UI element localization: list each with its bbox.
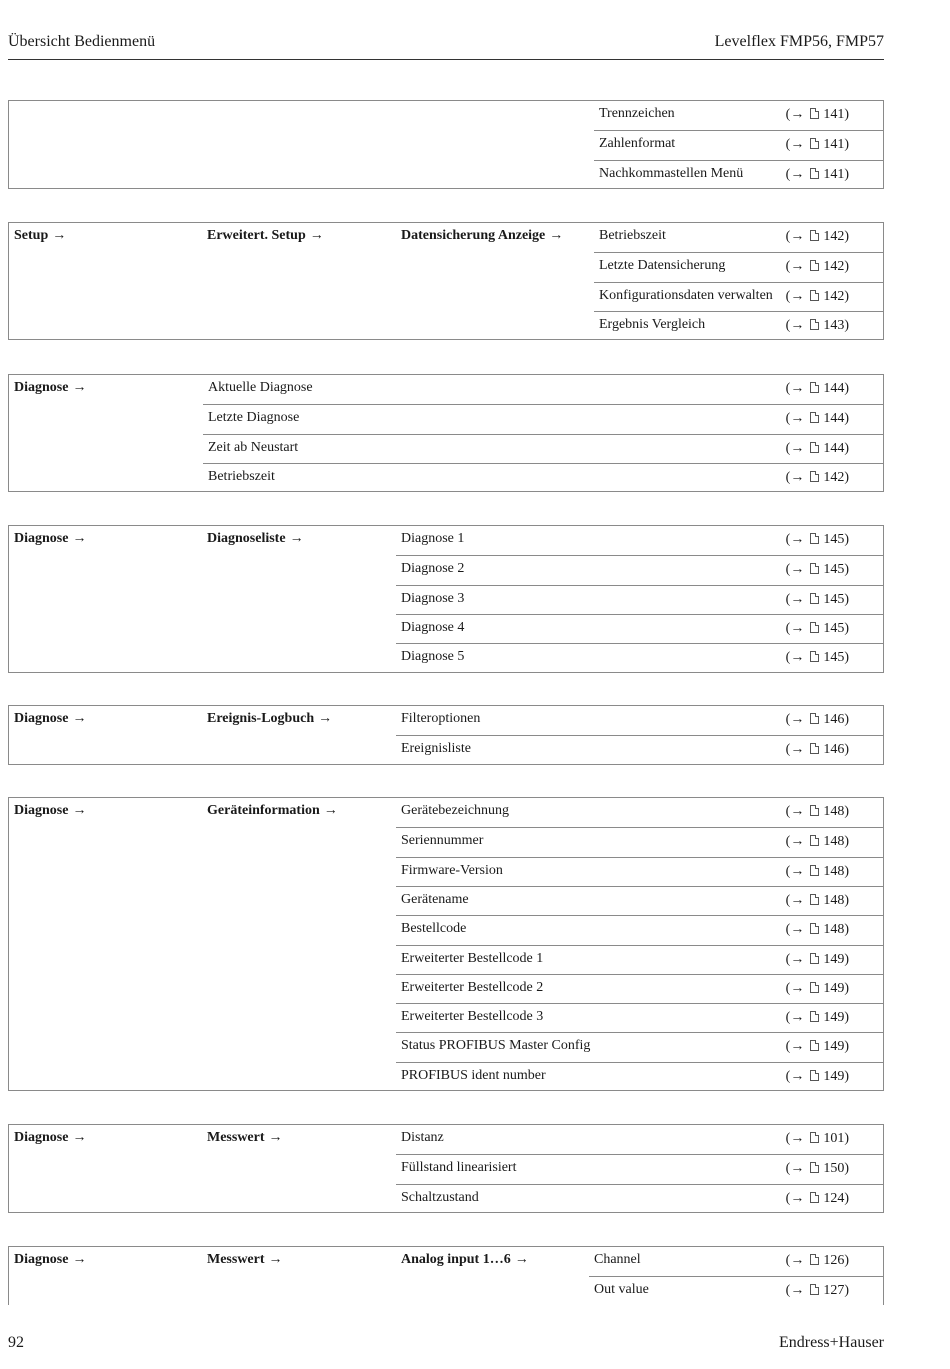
page-reference-number: 145 <box>823 532 845 547</box>
menu-path-label <box>14 1252 86 1268</box>
arrow-right-icon: → <box>323 803 338 818</box>
ref-close: ) <box>844 1283 849 1298</box>
menu-row <box>396 614 883 643</box>
ref-close: ) <box>844 712 849 727</box>
page-reference-icon <box>810 471 819 482</box>
page-reference <box>786 470 849 486</box>
menu-item-label: Erweiterter Bestellcode 3 <box>401 1009 544 1024</box>
ref-arrow: (→ <box>785 441 805 456</box>
ref-close: ) <box>844 1191 849 1206</box>
arrow-right-icon: → <box>289 531 304 546</box>
ref-close: ) <box>844 981 849 996</box>
menu-row <box>396 857 883 886</box>
menu-item-label: Diagnose 1 <box>401 531 465 546</box>
page-reference <box>786 621 849 637</box>
menu-item-label: Betriebszeit <box>208 469 275 484</box>
ref-arrow: (→ <box>785 893 805 908</box>
menu-path-text: Messwert <box>207 1130 265 1145</box>
menu-row <box>396 1032 883 1061</box>
ref-close: ) <box>844 592 849 607</box>
ref-arrow: (→ <box>785 289 805 304</box>
page-reference <box>786 532 849 548</box>
menu-row <box>589 1276 883 1305</box>
arrow-right-icon: → <box>72 711 87 726</box>
menu-row <box>594 160 883 189</box>
ref-close: ) <box>844 259 849 274</box>
page-reference-icon <box>810 743 819 754</box>
page-reference-icon <box>810 923 819 934</box>
menu-row <box>589 1247 883 1276</box>
ref-arrow: (→ <box>785 1010 805 1025</box>
ref-close: ) <box>844 137 849 152</box>
menu-row <box>594 282 883 311</box>
ref-arrow: (→ <box>785 804 805 819</box>
ref-arrow: (→ <box>785 864 805 879</box>
ref-close: ) <box>844 952 849 967</box>
page-reference <box>786 650 849 666</box>
page-reference-number: 148 <box>823 864 845 879</box>
page-reference-number: 148 <box>823 804 845 819</box>
menu-item-label: Betriebszeit <box>599 228 666 243</box>
menu-table <box>8 374 884 492</box>
arrow-right-icon: → <box>514 1252 529 1267</box>
menu-path-label <box>14 228 66 244</box>
ref-close: ) <box>844 411 849 426</box>
menu-table <box>8 1246 884 1305</box>
ref-close: ) <box>844 893 849 908</box>
arrow-right-icon: → <box>72 531 87 546</box>
menu-path-text: Diagnose <box>14 803 69 818</box>
menu-path-label <box>14 711 86 727</box>
menu-path-text: Erweitert. Setup <box>207 228 306 243</box>
page-reference <box>786 107 849 123</box>
ref-close: ) <box>844 318 849 333</box>
page-reference <box>786 804 849 820</box>
ref-arrow: (→ <box>785 137 805 152</box>
ref-arrow: (→ <box>785 834 805 849</box>
page-reference <box>786 922 849 938</box>
menu-item-label: Zahlenformat <box>599 136 676 151</box>
menu-item-label: PROFIBUS ident number <box>401 1068 546 1083</box>
ref-close: ) <box>844 470 849 485</box>
page-reference-icon <box>810 168 819 179</box>
menu-path-label <box>207 531 304 547</box>
menu-row <box>396 1003 883 1032</box>
page-reference-number: 101 <box>823 1131 845 1146</box>
page-reference-icon <box>810 533 819 544</box>
menu-table <box>8 705 884 765</box>
menu-path-label <box>207 1252 283 1268</box>
menu-item-label: Status PROFIBUS Master Config <box>401 1038 591 1053</box>
ref-close: ) <box>844 532 849 547</box>
ref-arrow: (→ <box>785 650 805 665</box>
menu-path-text: Datensicherung Anzeige <box>401 228 546 243</box>
ref-arrow: (→ <box>785 1161 805 1176</box>
page-reference <box>786 289 849 305</box>
menu-table <box>8 525 884 673</box>
menu-path-label <box>14 1130 86 1146</box>
menu-row <box>594 311 883 340</box>
page-reference-number: 146 <box>823 742 845 757</box>
ref-arrow: (→ <box>785 621 805 636</box>
page-reference <box>786 1069 849 1085</box>
menu-path-label <box>401 1252 529 1268</box>
menu-item-label: Ergebnis Vergleich <box>599 317 706 332</box>
page-reference-number: 145 <box>823 562 845 577</box>
page-reference-number: 142 <box>823 229 845 244</box>
section-title: Übersicht Bedienmenü <box>8 33 156 50</box>
menu-row <box>594 223 883 252</box>
page-reference-icon <box>810 835 819 846</box>
page-reference <box>786 981 849 997</box>
arrow-right-icon: → <box>72 803 87 818</box>
ref-close: ) <box>844 441 849 456</box>
menu-row <box>396 827 883 856</box>
page-reference-icon <box>810 412 819 423</box>
ref-close: ) <box>844 107 849 122</box>
page-reference <box>786 712 849 728</box>
page-reference-number: 150 <box>823 1161 845 1176</box>
page-reference-number: 126 <box>823 1253 845 1268</box>
menu-item-label: Out value <box>594 1282 649 1297</box>
menu-row <box>396 1062 883 1091</box>
menu-item-label: Gerätename <box>401 892 469 907</box>
menu-path-text: Analog input 1…6 <box>401 1252 511 1267</box>
menu-path-label <box>14 380 86 396</box>
menu-row <box>203 434 883 463</box>
menu-path-label <box>207 228 324 244</box>
page-reference <box>786 562 849 578</box>
brand-name: Endress+Hauser <box>779 1334 884 1351</box>
ref-arrow: (→ <box>785 712 805 727</box>
arrow-right-icon: → <box>72 380 87 395</box>
menu-item-label: Distanz <box>401 1130 444 1145</box>
ref-arrow: (→ <box>785 318 805 333</box>
ref-arrow: (→ <box>785 1283 805 1298</box>
ref-arrow: (→ <box>785 229 805 244</box>
menu-item-label: Firmware-Version <box>401 863 503 878</box>
menu-row <box>396 915 883 944</box>
page-reference-icon <box>810 1070 819 1081</box>
page-reference <box>786 411 849 427</box>
page-reference <box>786 1010 849 1026</box>
menu-table <box>8 222 884 340</box>
menu-item-label: Erweiterter Bestellcode 1 <box>401 951 544 966</box>
page-reference-icon <box>810 651 819 662</box>
page-reference <box>786 834 849 850</box>
menu-item-label: Seriennummer <box>401 833 484 848</box>
menu-row <box>396 585 883 614</box>
menu-row <box>396 974 883 1003</box>
page-reference-number: 144 <box>823 381 845 396</box>
menu-path-label <box>207 1130 283 1146</box>
ref-close: ) <box>844 864 849 879</box>
page-reference-icon <box>810 230 819 241</box>
menu-path-text: Diagnose <box>14 1130 69 1145</box>
page-reference-number: 141 <box>823 137 845 152</box>
menu-row <box>396 798 883 827</box>
menu-item-label: Diagnose 4 <box>401 620 465 635</box>
menu-path-label <box>207 803 338 819</box>
menu-path-text: Diagnose <box>14 711 69 726</box>
menu-item-label: Zeit ab Neustart <box>208 440 299 455</box>
menu-item-label: Gerätebezeichnung <box>401 803 510 818</box>
menu-row <box>594 252 883 281</box>
menu-item-label: Trennzeichen <box>599 106 675 121</box>
menu-item-label: Schaltzustand <box>401 1190 479 1205</box>
ref-close: ) <box>844 562 849 577</box>
page-reference <box>786 1131 849 1147</box>
ref-arrow: (→ <box>785 1069 805 1084</box>
menu-row <box>396 526 883 555</box>
page-reference-number: 142 <box>823 470 845 485</box>
ref-close: ) <box>844 804 849 819</box>
menu-path-label <box>401 228 563 244</box>
ref-arrow: (→ <box>785 107 805 122</box>
ref-arrow: (→ <box>785 259 805 274</box>
page-reference <box>786 893 849 909</box>
ref-close: ) <box>844 1253 849 1268</box>
page-reference-number: 149 <box>823 1039 845 1054</box>
menu-row <box>396 1125 883 1154</box>
page-reference-icon <box>810 865 819 876</box>
ref-arrow: (→ <box>785 592 805 607</box>
page-reference-icon <box>810 805 819 816</box>
ref-close: ) <box>844 1069 849 1084</box>
page-reference-number: 141 <box>823 167 845 182</box>
page-reference <box>786 137 849 153</box>
page-reference <box>786 1253 849 1269</box>
menu-row <box>396 945 883 974</box>
ref-close: ) <box>844 1161 849 1176</box>
ref-arrow: (→ <box>785 952 805 967</box>
page-reference-number: 145 <box>823 621 845 636</box>
ref-close: ) <box>844 167 849 182</box>
arrow-right-icon: → <box>309 228 324 243</box>
ref-arrow: (→ <box>785 1131 805 1146</box>
page-reference <box>786 1039 849 1055</box>
menu-row <box>203 404 883 433</box>
menu-path-label <box>207 711 332 727</box>
ref-arrow: (→ <box>785 167 805 182</box>
page-reference-number: 127 <box>823 1283 845 1298</box>
menu-path-text: Diagnose <box>14 531 69 546</box>
arrow-right-icon: → <box>318 711 333 726</box>
page-reference-icon <box>810 108 819 119</box>
page-reference-icon <box>810 982 819 993</box>
menu-path-text: Diagnoseliste <box>207 531 286 546</box>
page-reference-icon <box>810 290 819 301</box>
page-reference <box>786 167 849 183</box>
page-reference <box>786 1161 849 1177</box>
ref-arrow: (→ <box>785 1253 805 1268</box>
page-reference-number: 143 <box>823 318 845 333</box>
menu-row <box>203 463 883 492</box>
ref-arrow: (→ <box>785 981 805 996</box>
page-reference-icon <box>810 894 819 905</box>
menu-table <box>8 797 884 1091</box>
menu-path-text: Geräteinformation <box>207 803 320 818</box>
arrow-right-icon: → <box>268 1252 283 1267</box>
menu-path-label <box>14 803 86 819</box>
menu-row <box>203 375 883 404</box>
page-reference <box>786 952 849 968</box>
page-reference-icon <box>810 713 819 724</box>
page-reference <box>786 318 849 334</box>
page-reference-number: 145 <box>823 650 845 665</box>
ref-close: ) <box>844 834 849 849</box>
menu-row <box>396 643 883 672</box>
page-reference-number: 144 <box>823 411 845 426</box>
ref-close: ) <box>844 289 849 304</box>
menu-path-label <box>14 531 86 547</box>
ref-close: ) <box>844 650 849 665</box>
page-reference <box>786 864 849 880</box>
menu-row <box>594 130 883 159</box>
page-reference <box>786 259 849 275</box>
page-reference <box>786 742 849 758</box>
page-reference-icon <box>810 1040 819 1051</box>
ref-arrow: (→ <box>785 562 805 577</box>
page-reference-icon <box>810 1192 819 1203</box>
menu-item-label: Konfigurationsdaten verwalten <box>599 288 773 303</box>
page-reference <box>786 441 849 457</box>
arrow-right-icon: → <box>72 1130 87 1145</box>
arrow-right-icon: → <box>268 1130 283 1145</box>
arrow-right-icon: → <box>549 228 564 243</box>
menu-path-text: Setup <box>14 228 49 243</box>
menu-item-label: Erweiterter Bestellcode 2 <box>401 980 544 995</box>
ref-close: ) <box>844 621 849 636</box>
ref-close: ) <box>844 229 849 244</box>
ref-close: ) <box>844 742 849 757</box>
ref-arrow: (→ <box>785 1191 805 1206</box>
page-reference-icon <box>810 1162 819 1173</box>
page-reference <box>786 1283 849 1299</box>
page-reference-number: 144 <box>823 441 845 456</box>
page-reference-number: 148 <box>823 922 845 937</box>
page-reference-icon <box>810 1132 819 1143</box>
arrow-right-icon: → <box>52 228 67 243</box>
ref-arrow: (→ <box>785 381 805 396</box>
menu-item-label: Füllstand linearisiert <box>401 1160 517 1175</box>
menu-table <box>8 1124 884 1213</box>
menu-row <box>396 1154 883 1183</box>
page-reference <box>786 381 849 397</box>
menu-row <box>396 886 883 915</box>
page-reference-icon <box>810 622 819 633</box>
page-reference-icon <box>810 382 819 393</box>
page-reference-number: 145 <box>823 592 845 607</box>
page-reference-icon <box>810 1011 819 1022</box>
page-reference-icon <box>810 319 819 330</box>
ref-arrow: (→ <box>785 742 805 757</box>
page-reference-number: 141 <box>823 107 845 122</box>
ref-close: ) <box>844 381 849 396</box>
menu-item-label: Diagnose 2 <box>401 561 465 576</box>
page-reference-number: 149 <box>823 1010 845 1025</box>
menu-item-label: Ereignisliste <box>401 741 471 756</box>
product-title: Levelflex FMP56, FMP57 <box>714 33 884 50</box>
menu-item-label: Diagnose 5 <box>401 649 465 664</box>
menu-row <box>396 1184 883 1213</box>
page-reference <box>786 592 849 608</box>
page-reference <box>786 229 849 245</box>
ref-arrow: (→ <box>785 532 805 547</box>
page-reference-number: 142 <box>823 259 845 274</box>
page-header <box>8 30 884 60</box>
menu-item-label: Channel <box>594 1252 641 1267</box>
page-reference-number: 148 <box>823 834 845 849</box>
page-reference-icon <box>810 953 819 964</box>
menu-path-text: Ereignis-Logbuch <box>207 711 315 726</box>
page-reference-number: 142 <box>823 289 845 304</box>
page-reference-number: 146 <box>823 712 845 727</box>
ref-arrow: (→ <box>785 470 805 485</box>
page-reference-number: 149 <box>823 1069 845 1084</box>
page-reference-number: 149 <box>823 952 845 967</box>
menu-path-text: Messwert <box>207 1252 265 1267</box>
arrow-right-icon: → <box>72 1252 87 1267</box>
menu-item-label: Nachkommastellen Menü <box>599 166 744 181</box>
page-reference-icon <box>810 563 819 574</box>
menu-row <box>594 101 883 130</box>
ref-close: ) <box>844 1131 849 1146</box>
page-reference-icon <box>810 138 819 149</box>
ref-arrow: (→ <box>785 922 805 937</box>
menu-item-label: Letzte Diagnose <box>208 410 300 425</box>
menu-table <box>8 100 884 189</box>
menu-item-label: Letzte Datensicherung <box>599 258 726 273</box>
ref-close: ) <box>844 922 849 937</box>
menu-path-text: Diagnose <box>14 1252 69 1267</box>
menu-item-label: Diagnose 3 <box>401 591 465 606</box>
page-number: 92 <box>8 1334 24 1351</box>
ref-arrow: (→ <box>785 411 805 426</box>
menu-row <box>396 735 883 764</box>
page-reference-icon <box>810 442 819 453</box>
page-reference-icon <box>810 260 819 271</box>
ref-close: ) <box>844 1039 849 1054</box>
menu-item-label: Filteroptionen <box>401 711 481 726</box>
page-reference-number: 124 <box>823 1191 845 1206</box>
menu-item-label: Bestellcode <box>401 921 467 936</box>
ref-arrow: (→ <box>785 1039 805 1054</box>
page-reference-icon <box>810 1284 819 1295</box>
page-reference <box>786 1191 849 1207</box>
page-reference-icon <box>810 593 819 604</box>
menu-path-text: Diagnose <box>14 380 69 395</box>
page-reference-number: 148 <box>823 893 845 908</box>
menu-row <box>396 555 883 584</box>
ref-close: ) <box>844 1010 849 1025</box>
menu-item-label: Aktuelle Diagnose <box>208 380 313 395</box>
page-reference-icon <box>810 1254 819 1265</box>
page-reference-number: 149 <box>823 981 845 996</box>
menu-row <box>396 706 883 735</box>
